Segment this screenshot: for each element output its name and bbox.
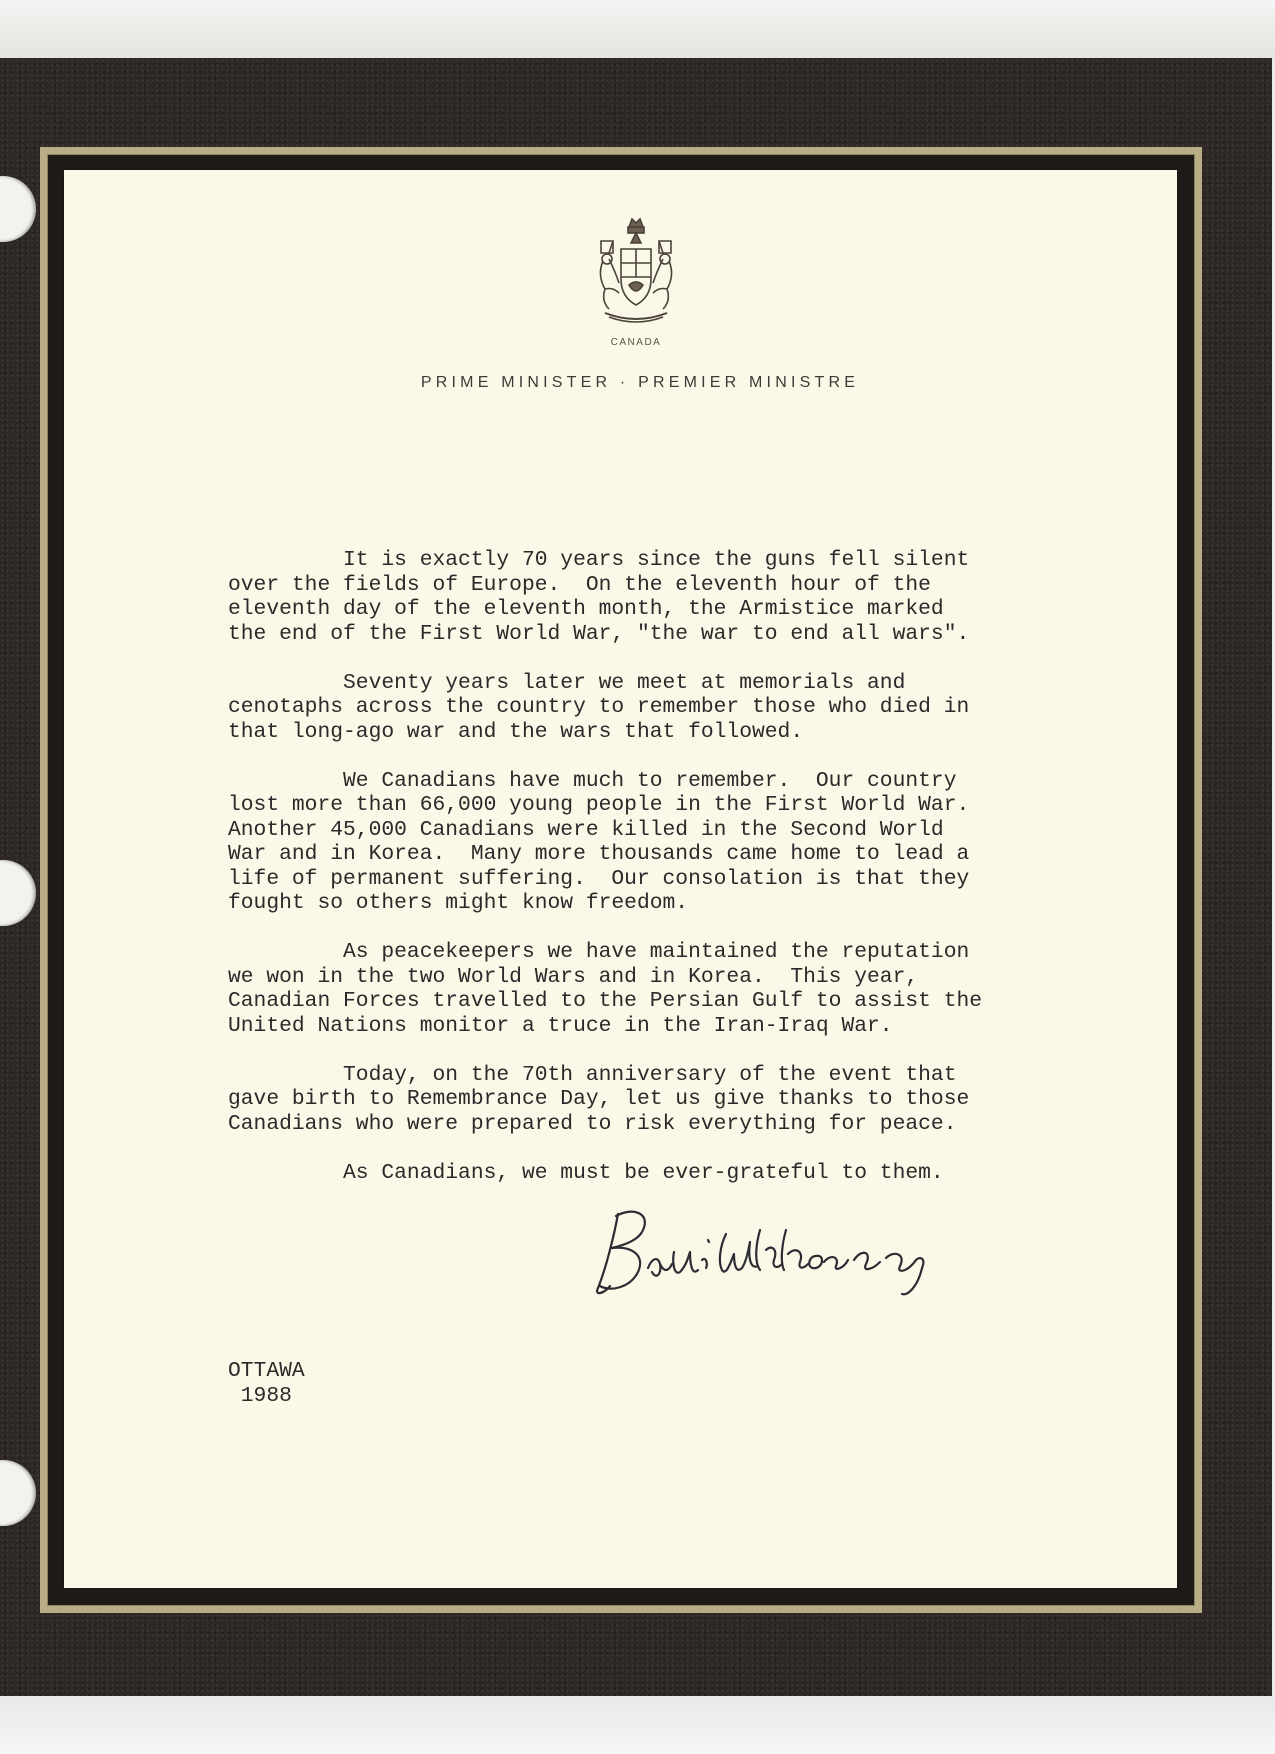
punch-hole-bottom: [0, 1460, 36, 1526]
letter-year: 1988: [228, 1383, 292, 1408]
letter-paragraph: As peacekeepers we have maintained the reputation we won in the two World Wars and in Korea. This year, Canadian Forces travelled to the Persian Gulf to assist the United Nations monitor a truce in the Iran-Iraq War.: [228, 940, 983, 1038]
coat-of-arms-icon: [591, 213, 681, 333]
letter-paragraph: Seventy years later we meet at memorials and cenotaphs across the country to remember those who died in that long-ago war and the wars that followed.: [228, 670, 970, 744]
letter-paragraph: Today, on the 70th anniversary of the event that gave birth to Remembrance Day, let us give thanks to those Canadians who were prepared to risk everything for peace.: [228, 1062, 970, 1136]
place-name: OTTAWA: [228, 1359, 305, 1383]
letter-paragraph: As Canadians, we must be ever-grateful to them.: [228, 1160, 944, 1185]
scan-background-bottom: [0, 1695, 1275, 1754]
punch-hole-top: [0, 176, 36, 242]
letter-place: [228, 1359, 305, 1408]
crest-caption: CANADA: [610, 337, 662, 348]
letterhead-office-title: PRIME MINISTER · PREMIER MINISTRE: [420, 374, 860, 391]
letter-body: [228, 548, 1108, 1210]
letter-paragraph: It is exactly 70 years since the guns fell silent over the fields of Europe. On the eleventh hour of the eleventh day of the eleventh month, the Armistice marked the end of the First World War, "the war to end all wars".: [228, 548, 970, 646]
handwritten-signature: [590, 1202, 970, 1302]
letter-paragraph: We Canadians have much to remember. Our country lost more than 66,000 young people in the First World War. Another 45,000 Canadians were killed in the Second World War and in Korea. Many more thousands came home to lead a life of permanent suffering. Our consolation is that they fought so others might know freedom.: [228, 768, 970, 915]
punch-hole-middle: [0, 860, 36, 926]
scan-background-top: [0, 0, 1275, 60]
